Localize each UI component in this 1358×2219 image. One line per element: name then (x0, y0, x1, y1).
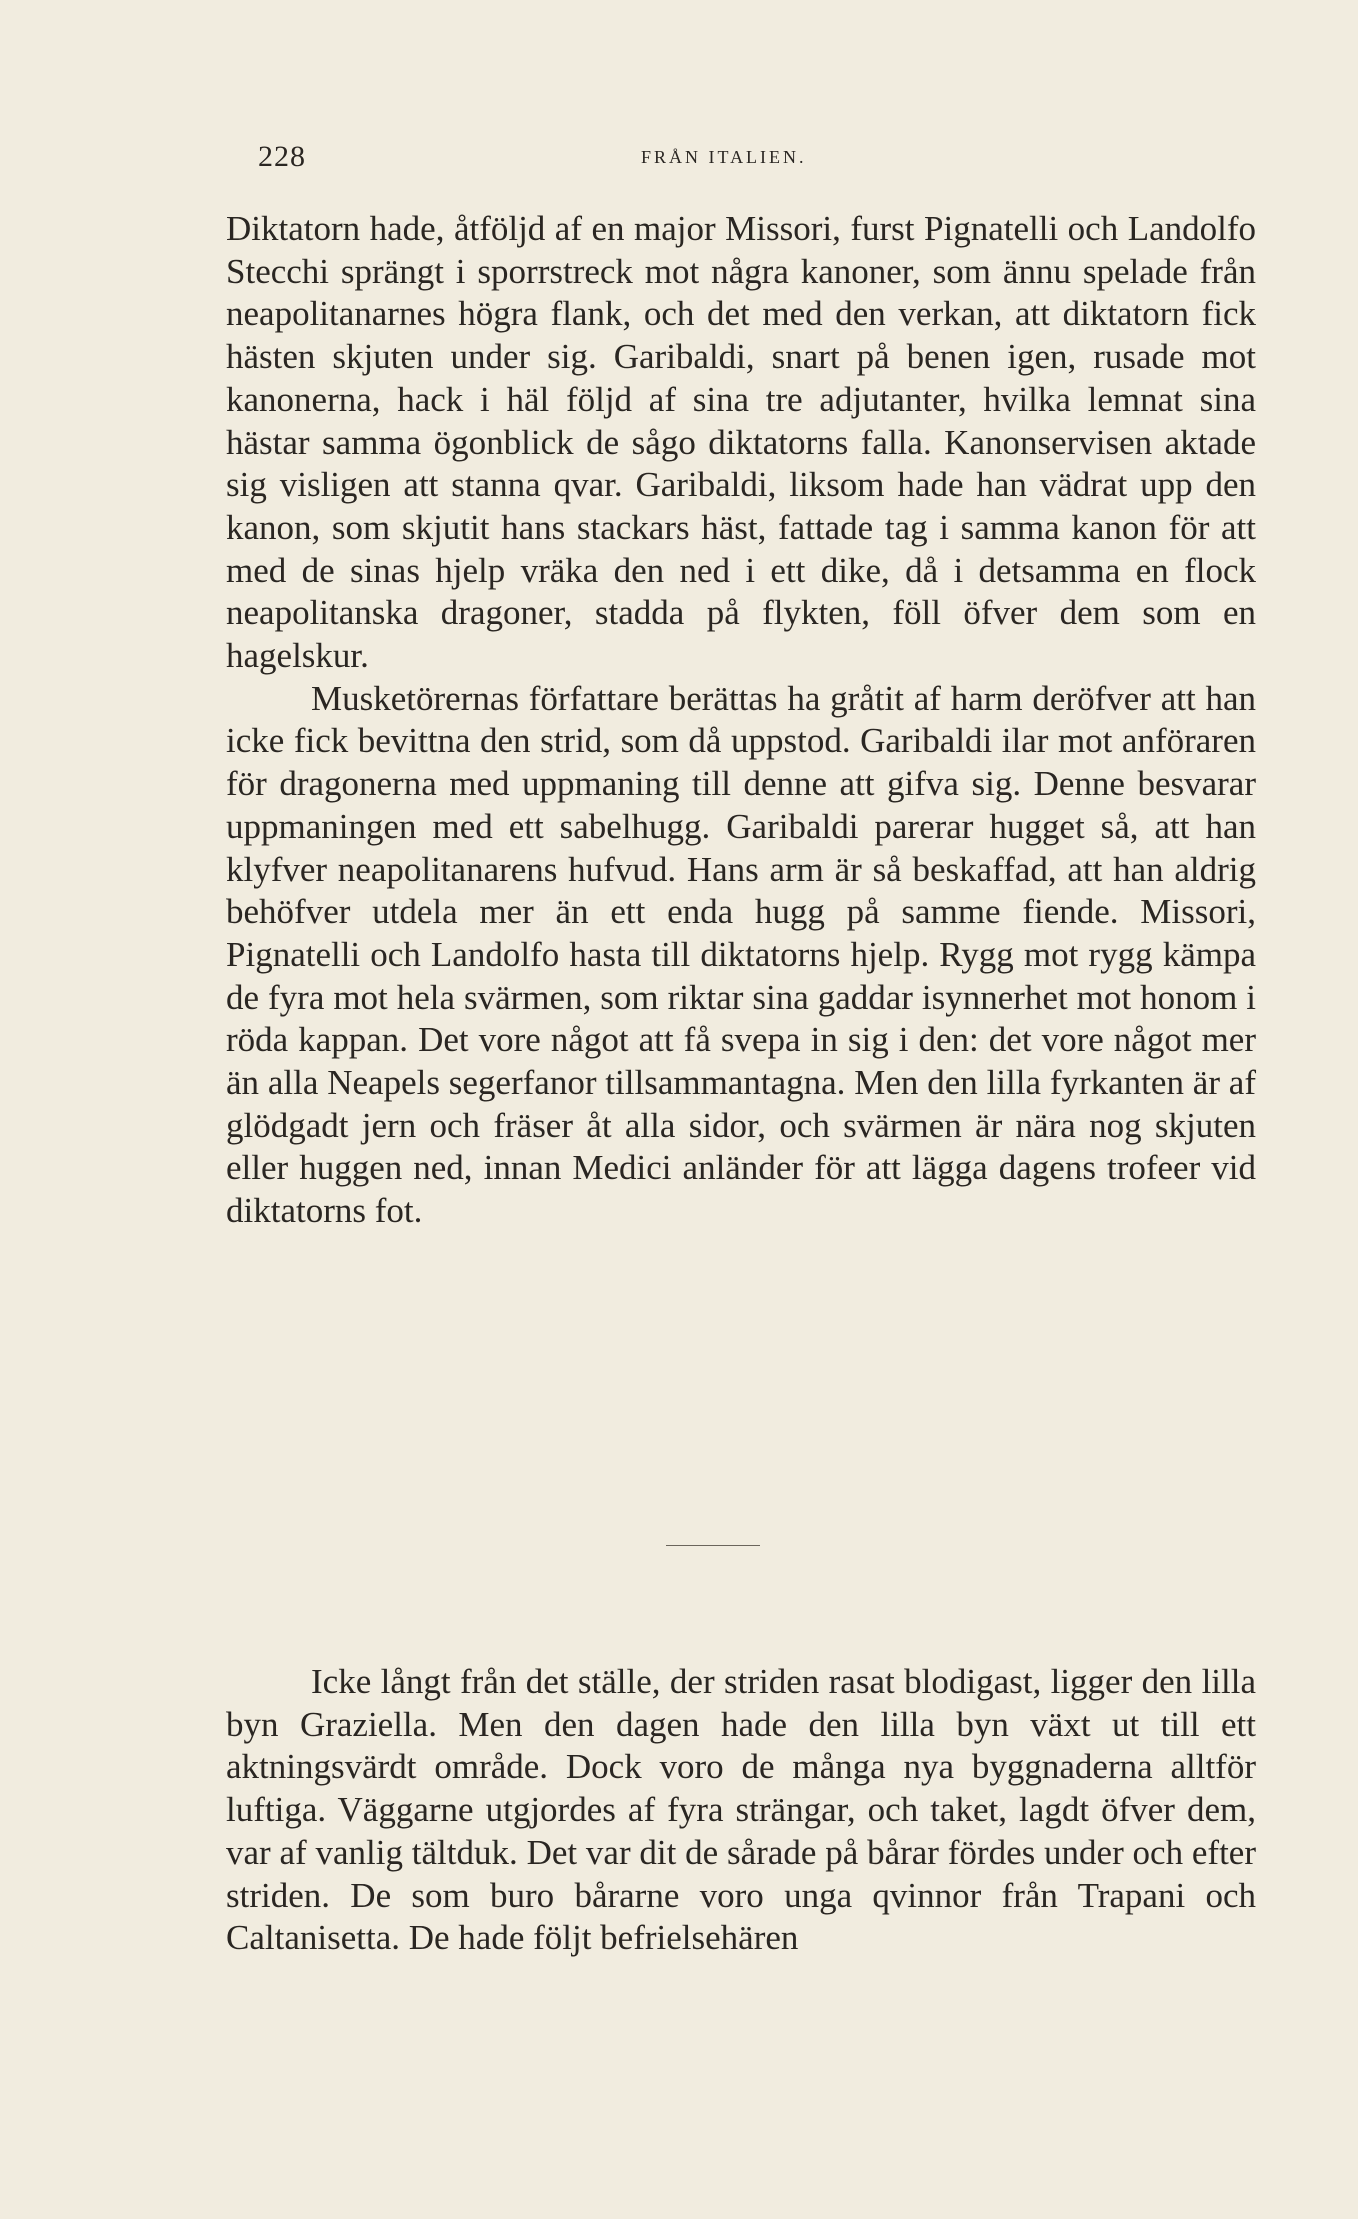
paragraph-2: Musketörernas författare berättas ha gråtit af harm deröfver att han icke fick bevittna den strid, som då uppstod. Garibaldi ilar mot anföraren för dragonerna med uppmaning till denne att gifva sig. Denne besvarar uppmaningen med ett sabelhugg. Garibaldi parerar hugget så, att han klyfver neapolitanarens hufvud. Hans arm är så beskaffad, att han aldrig behöfver utdela mer än ett enda hugg på samme fiende. Missori, Pignatelli och Landolfo hasta till diktatorns hjelp. Rygg mot rygg kämpa de fyra mot hela svärmen, som riktar sina gaddar isynnerhet mot honom i röda kappan. Det vore något att få svepa in sig i den: det vore något mer än alla Neapels segerfanor tillsammantagna. Men den lilla fyrkanten är af glödgadt jern och fräser åt alla sidor, och svärmen är nära nog skjuten eller huggen ned, innan Medici anländer för att lägga dagens trofeer vid diktatorns fot. (226, 678, 1256, 1231)
running-head (258, 140, 1248, 180)
paragraph-1: Diktatorn hade, åtföljd af en major Missori, furst Pignatelli och Landolfo Stecchi sprängt i sporrstreck mot några kanoner, som ännu spelade från neapolitanarnes högra flank, och det med den verkan, att diktatorn fick hästen skjuten under sig. Garibaldi, snart på benen igen, rusade mot kanonerna, hack i häl följd af sina tre adjutanter, hvilka lemnat sina hästar samma ögonblick de sågo diktatorns falla. Kanonservisen aktade sig visligen att stanna qvar. Garibaldi, liksom hade han vädrat upp den kanon, som skjutit hans stackars häst, fattade tag i samma kanon för att med de sinas hjelp vräka den ned i ett dike, då i detsamma en flock neapolitanska dragoner, stadda på flykten, föll öfver dem som en hagelskur. (226, 209, 1256, 676)
running-title: FRÅN ITALIEN. (641, 147, 807, 167)
text-section-2 (226, 1661, 1256, 1960)
section-separator (666, 1545, 760, 1546)
paragraph-3: Icke långt från det ställe, der striden rasat blodigast, ligger den lilla byn Graziella. Men den dagen hade den lilla byn växt ut till ett aktningsvärdt område. Dock voro de många nya byggnaderna alltför luftiga. Väggarne utgjordes af fyra strängar, och taket, lagdt öfver dem, var af vanlig tältduk. Det var dit de sårade på bårar fördes under och efter striden. De som buro bårarne voro unga qvinnor från Trapani och Caltanisetta. De hade följt befrielsehären (226, 1662, 1256, 1958)
text-section-1 (226, 208, 1256, 1233)
page-number: 228 (258, 140, 306, 173)
